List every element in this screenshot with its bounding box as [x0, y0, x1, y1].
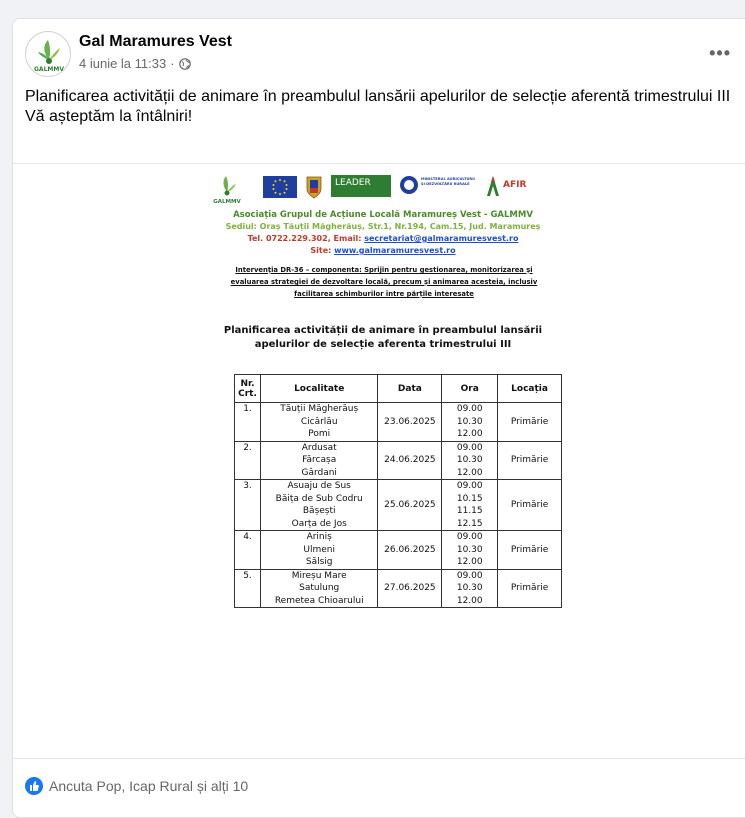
row-times — [442, 569, 498, 608]
site-prefix: Site: — [310, 246, 335, 255]
table-row — [235, 403, 562, 442]
more-options-icon[interactable]: ••• — [709, 43, 731, 63]
row-localities — [260, 480, 377, 531]
time-entry: 09.00 — [456, 532, 483, 542]
locality-entry: Gârdani — [301, 467, 337, 478]
row-location: Primărie — [498, 403, 562, 442]
locality-entry: Mireșu Mare — [291, 570, 347, 581]
time-entry: 09.00 — [456, 570, 483, 581]
column-header: Ora — [442, 375, 498, 403]
row-number: 4. — [235, 531, 261, 570]
document-title — [203, 324, 563, 352]
reactions-summary[interactable] — [25, 777, 248, 795]
table-body — [235, 403, 562, 608]
title-line: Planificarea activității de animare în preambulul lansării — [223, 325, 543, 336]
ministry-emblem-icon — [399, 175, 419, 195]
post-text-line: Planificarea activității de animare în preambulul lansării apelurilor de selecție aferentă trimestrului III — [25, 88, 731, 105]
row-location: Primărie — [498, 569, 562, 608]
row-times — [442, 480, 498, 531]
time-entry: 12.00 — [456, 557, 483, 567]
locality-entry: Satulung — [299, 583, 340, 593]
avatar-label: GALMMV — [34, 66, 64, 73]
page-avatar[interactable] — [25, 31, 71, 77]
locality-entry: Bășești — [302, 506, 336, 516]
afir-label: AFIR — [503, 180, 527, 190]
ministry-label: MINISTERUL AGRICULTURII ȘI DEZVOLTĂRII RURALE — [421, 177, 475, 186]
locality-entry: Sălsig — [305, 557, 333, 567]
row-localities — [260, 531, 377, 570]
locality-entry: Fărcașa — [302, 455, 337, 465]
globe-icon — [179, 58, 191, 70]
table-row — [235, 569, 562, 608]
site-link[interactable]: www.galmaramuresvest.ro — [334, 246, 456, 255]
galmmv-logo-icon — [213, 172, 241, 206]
row-number: 1. — [235, 403, 261, 442]
post-image[interactable] — [13, 163, 745, 759]
schedule-table — [234, 374, 562, 608]
column-header: Locația — [498, 375, 562, 403]
table-row — [235, 480, 562, 531]
leader-logo — [331, 175, 391, 197]
row-localities — [260, 403, 377, 442]
time-entry: 12.00 — [456, 467, 483, 478]
romania-coat-of-arms-icon — [305, 174, 323, 200]
page-name[interactable]: Gal Maramures Vest — [79, 33, 232, 50]
row-times — [442, 441, 498, 480]
title-line: apelurilor de selecție aferenta trimestrului III — [254, 339, 512, 350]
row-location: Primărie — [498, 480, 562, 531]
locality-entry: Ariniș — [306, 532, 332, 542]
row-location: Primărie — [498, 441, 562, 480]
time-entry: 10.30 — [456, 416, 483, 427]
post-card — [12, 18, 745, 818]
table-row — [235, 531, 562, 570]
association-name: Asociația Grupul de Acțiune Locală Maramureș Vest - GALMMV — [233, 210, 533, 220]
time-entry: 10.30 — [456, 455, 483, 465]
like-icon — [25, 777, 43, 795]
leader-label: LEADER — [335, 178, 371, 188]
schedule-document — [203, 164, 563, 760]
time-entry: 12.00 — [456, 429, 483, 439]
time-entry: 11.15 — [456, 506, 483, 516]
locality-entry: Pomi — [308, 429, 331, 439]
logo-row — [213, 172, 543, 208]
afir-logo-icon — [485, 174, 501, 198]
post-text-line: Vă așteptăm la întâlniri! — [25, 108, 193, 125]
row-number: 2. — [235, 441, 261, 480]
contact-tel: Tel. 0722.229.302, Email: — [247, 234, 365, 243]
row-date: 23.06.2025 — [378, 403, 442, 442]
row-times — [442, 531, 498, 570]
time-entry: 09.00 — [456, 442, 483, 453]
row-date: 25.06.2025 — [378, 480, 442, 531]
row-date: 26.06.2025 — [378, 531, 442, 570]
association-site — [203, 246, 563, 255]
doc-logo-label: GALMMV — [213, 199, 241, 205]
galmmv-logo-icon — [26, 32, 71, 77]
eu-flag-icon — [263, 176, 297, 198]
row-localities — [260, 569, 377, 608]
row-localities — [260, 441, 377, 480]
association-seat: Sediul: Oraș Tăuții Măgherăuș, Str.1, Nr.194, Cam.15, Jud. Maramureș — [225, 222, 541, 231]
time-entry: 12.00 — [456, 595, 483, 606]
locality-entry: Băița de Sub Codru — [275, 493, 363, 504]
association-contact — [203, 234, 563, 243]
row-times — [442, 403, 498, 442]
intervention-text: Intervenția DR-36 – componenta: Sprijin pentru gestionarea, monitorizarea și evaluarea strategiei de dezvoltare locală, precum și animarea acesteia, inclusiv facilitarea schimburilor între părțile interesate — [230, 266, 538, 298]
table-row — [235, 441, 562, 480]
time-entry: 10.15 — [456, 493, 483, 504]
locality-entry: Tăuții Măgherăuș — [280, 404, 359, 414]
row-number: 3. — [235, 480, 261, 531]
row-date: 27.06.2025 — [378, 569, 442, 608]
locality-entry: Asuaju de Sus — [287, 481, 351, 491]
time-entry: 09.00 — [456, 404, 483, 414]
locality-entry: Ardusat — [301, 442, 337, 453]
post-timestamp[interactable]: 4 iunie la 11:33 — [79, 56, 167, 71]
time-entry: 10.30 — [456, 544, 483, 555]
locality-entry: Remetea Chioarului — [274, 595, 364, 606]
time-entry: 12.15 — [456, 518, 483, 529]
column-header: Data — [378, 375, 442, 403]
column-header: Nr. Crt. — [235, 375, 261, 403]
time-entry: 10.30 — [456, 583, 483, 593]
reactions-text: Ancuta Pop, Icap Rural și alți 10 — [49, 778, 249, 794]
locality-entry: Ulmeni — [303, 544, 335, 555]
post-text — [25, 87, 745, 127]
row-location: Primărie — [498, 531, 562, 570]
time-entry: 09.00 — [456, 481, 483, 491]
locality-entry: Cicârlău — [300, 416, 338, 427]
column-header: Localitate — [260, 375, 377, 403]
locality-entry: Oarța de Jos — [291, 518, 347, 529]
table-header-row — [235, 375, 562, 403]
row-number: 5. — [235, 569, 261, 608]
post-meta: 4 iunie la 11:33 · — [79, 56, 191, 71]
row-date: 24.06.2025 — [378, 441, 442, 480]
email-link[interactable]: secretariat@galmaramuresvest.ro — [364, 234, 519, 243]
